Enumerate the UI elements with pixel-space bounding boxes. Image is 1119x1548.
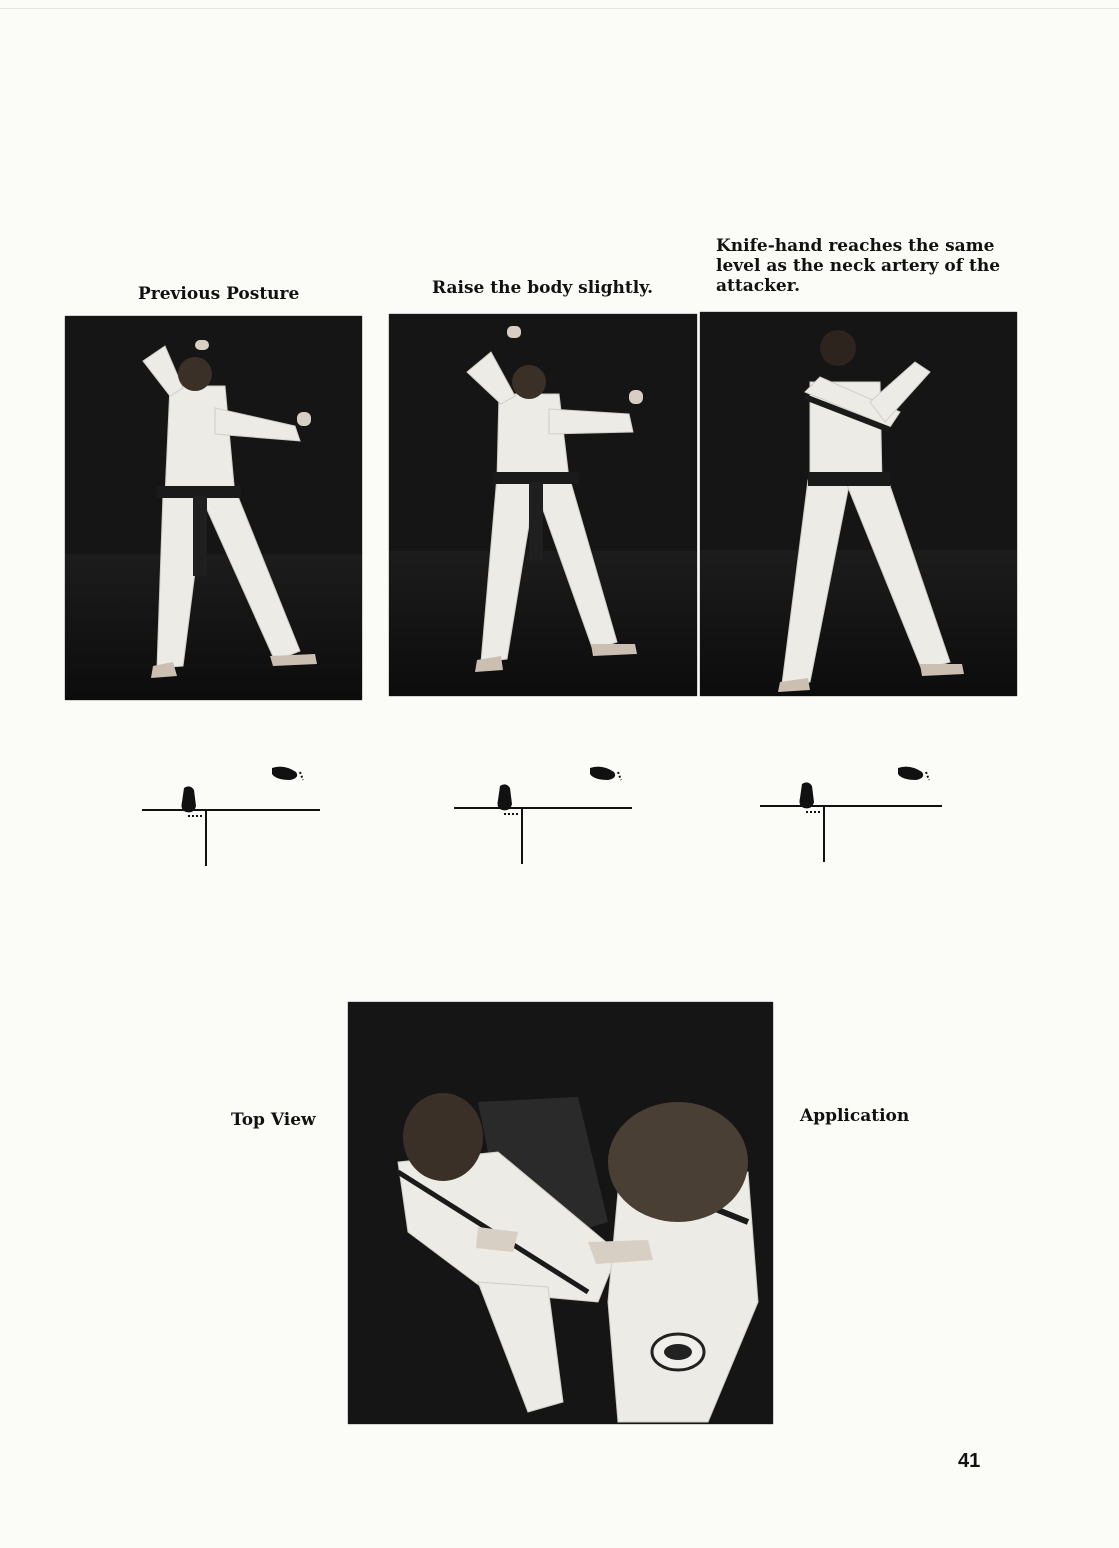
foot-position-diagram-2 bbox=[452, 760, 652, 880]
page-top-edge bbox=[0, 8, 1119, 9]
caption-knife-hand-line-2: level as the neck artery of the bbox=[716, 256, 1001, 276]
caption-knife-hand-line-1: Knife-hand reaches the same bbox=[716, 236, 995, 256]
caption-application: Application bbox=[800, 1106, 910, 1126]
page-number: 41 bbox=[958, 1450, 981, 1472]
foot-position-diagram-1 bbox=[140, 760, 340, 880]
foot-position-diagram-3 bbox=[758, 758, 958, 878]
caption-knife-hand bbox=[716, 236, 1016, 296]
martial-artist-figure bbox=[65, 316, 362, 700]
caption-previous-posture: Previous Posture bbox=[138, 284, 300, 304]
photo-previous-posture bbox=[65, 316, 362, 700]
two-figures-top-view bbox=[348, 1002, 773, 1424]
caption-raise-body: Raise the body slightly. bbox=[432, 278, 654, 298]
caption-knife-hand-line-3: attacker. bbox=[716, 276, 800, 296]
martial-artist-figure bbox=[700, 312, 1017, 696]
caption-top-view: Top View bbox=[231, 1110, 316, 1130]
photo-raise-body bbox=[389, 314, 697, 696]
martial-artist-figure bbox=[389, 314, 697, 696]
photo-knife-hand bbox=[700, 312, 1017, 696]
photo-application-top-view bbox=[348, 1002, 773, 1424]
